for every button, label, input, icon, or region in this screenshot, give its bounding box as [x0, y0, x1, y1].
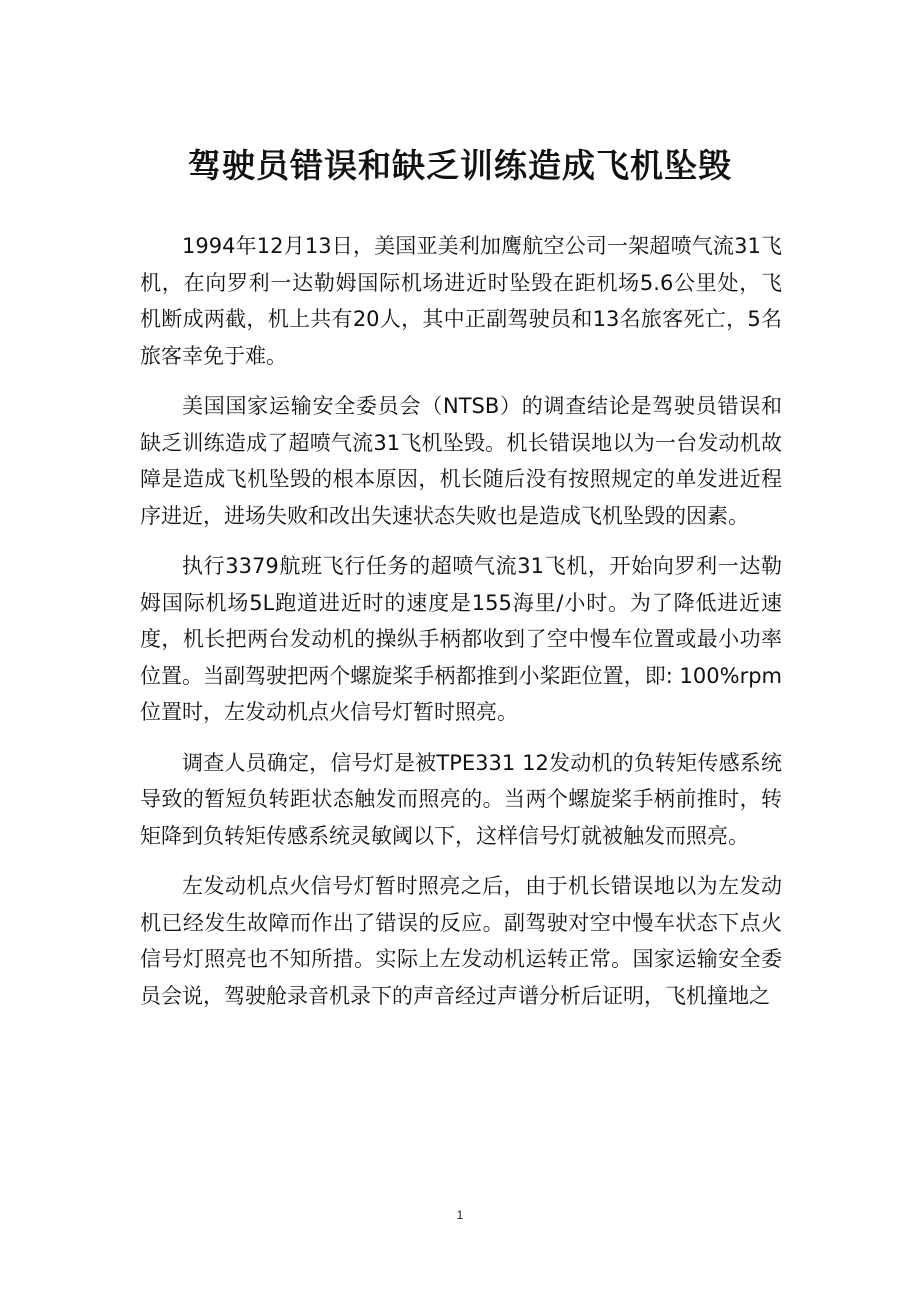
paragraph-4: 调查人员确定，信号灯是被TPE331 12发动机的负转矩传感系统导致的暂短负转距状态触发而照亮的。当两个螺旋桨手柄前推时，转矩降到负转矩传感系统灵敏阈以下，这样信号灯就被触发而照亮。 [140, 750, 782, 848]
document-title: 驾驶员错误和缺乏训练造成飞机坠毁 [188, 146, 732, 185]
document-body [140, 228, 782, 1028]
paragraph-1: 1994年12月13日，美国亚美利加鹰航空公司一架超喷气流31飞机，在向罗利一达勒姆国际机场进近时坠毁在距机场5.6公里处，飞机断成两截，机上共有20人，其中正副驾驶员和13名旅客死亡，5名旅客幸免于难。 [140, 234, 782, 368]
page-number: 1 [456, 1208, 464, 1222]
paragraph-5: 左发动机点火信号灯暂时照亮之后，由于机长错误地以为左发动机已经发生故障而作出了错误的反应。副驾驶对空中慢车状态下点火信号灯照亮也不知所措。实际上左发动机运转正常。国家运输安全委员会说，驾驶舱录音机录下的声音经过声谱分析后证明，飞机撞地之 [140, 874, 782, 1008]
paragraph-3: 执行3379航班飞行任务的超喷气流31飞机，开始向罗利一达勒姆国际机场5L跑道进近时的速度是155海里/小时。为了降低进近速度，机长把两台发动机的操纵手柄都收到了空中慢车位置或最小功率位置。当副驾驶把两个螺旋桨手柄都推到小桨距位置，即: 100%rpm位置时，左发动机点火信号灯暂时照亮。 [140, 554, 782, 724]
paragraph-2: 美国国家运输安全委员会（NTSB）的调查结论是驾驶员错误和缺乏训练造成了超喷气流31飞机坠毁。机长错误地以为一台发动机故障是造成飞机坠毁的根本原因，机长随后没有按照规定的单发进近程序进近，进场失败和改出失速状态失败也是造成飞机坠毁的因素。 [140, 394, 782, 528]
